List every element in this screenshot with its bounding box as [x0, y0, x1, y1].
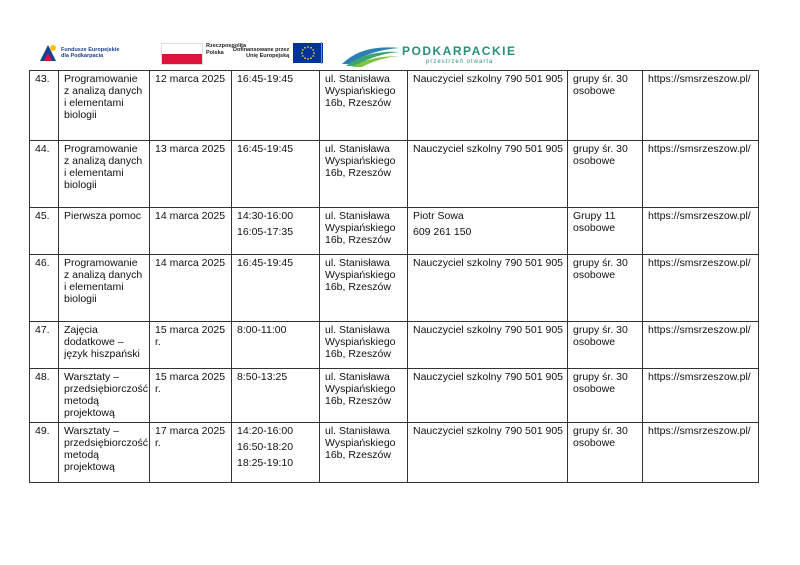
time-cell — [232, 71, 320, 141]
group-size-cell: grupy śr. 30 osobowe — [568, 71, 643, 141]
table-row — [30, 141, 759, 208]
fundusze-europejskie-icon — [38, 43, 58, 63]
course-title-cell: Warsztaty – przedsiębiorczość metodą projektową — [59, 423, 150, 483]
time-slot: 8:00-11:00 — [237, 324, 287, 336]
podkarpackie-wave-icon — [340, 40, 402, 68]
group-size-cell: grupy śr. 30 osobowe — [568, 141, 643, 208]
time-cell — [232, 322, 320, 369]
time-slot: 14:30-16:00 — [237, 210, 294, 222]
course-title-cell: Programowanie z analizą danych i elementami biologii — [59, 71, 150, 141]
table-row — [30, 71, 759, 141]
time-slot: 16:50-18:20 — [237, 441, 294, 453]
time-cell — [232, 141, 320, 208]
time-slot: 16:05-17:35 — [237, 226, 294, 238]
date-cell: 17 marca 2025 r. — [150, 423, 232, 483]
contact-line: Nauczyciel szkolny 790 501 905 — [413, 425, 564, 437]
eu-flag-icon — [293, 43, 323, 63]
contact-line: Piotr Sowa — [413, 210, 464, 222]
contact-line: Nauczyciel szkolny 790 501 905 — [413, 73, 564, 85]
contact-cell — [408, 71, 568, 141]
time-slot: 16:45-19:45 — [237, 257, 294, 269]
polish-flag-icon — [161, 43, 203, 65]
contact-line: Nauczyciel szkolny 790 501 905 — [413, 143, 564, 155]
contact-line: Nauczyciel szkolny 790 501 905 — [413, 257, 564, 269]
address-cell: ul. Stanisława Wyspiańskiego 16b, Rzeszów — [320, 423, 408, 483]
fe-line-1: Fundusze Europejskie — [61, 47, 120, 53]
table-row — [30, 369, 759, 423]
contact-line: Nauczyciel szkolny 790 501 905 — [413, 371, 564, 383]
group-size-cell: grupy śr. 30 osobowe — [568, 369, 643, 423]
address-cell: ul. Stanisława Wyspiańskiego 16b, Rzeszów — [320, 208, 408, 255]
group-size-cell: grupy śr. 30 osobowe — [568, 423, 643, 483]
contact-cell — [408, 423, 568, 483]
logo-divider — [321, 42, 322, 64]
time-slot: 18:25-19:10 — [237, 457, 294, 469]
time-cell — [232, 369, 320, 423]
website-cell: https://smsrzeszow.pl/ — [643, 208, 759, 255]
row-number-cell: 46. — [30, 255, 59, 322]
time-cell — [232, 423, 320, 483]
website-cell: https://smsrzeszow.pl/ — [643, 423, 759, 483]
podkarpackie-logo — [340, 40, 517, 68]
date-cell: 14 marca 2025 — [150, 208, 232, 255]
time-slot: 8:50-13:25 — [237, 371, 288, 383]
schedule-table — [29, 70, 759, 483]
address-cell: ul. Stanisława Wyspiańskiego 16b, Rzeszów — [320, 71, 408, 141]
date-cell: 15 marca 2025 r. — [150, 322, 232, 369]
logo-bar — [0, 0, 800, 72]
website-cell: https://smsrzeszow.pl/ — [643, 369, 759, 423]
row-number-cell: 43. — [30, 71, 59, 141]
contact-cell — [408, 208, 568, 255]
table-row — [30, 208, 759, 255]
date-cell: 13 marca 2025 — [150, 141, 232, 208]
eu-line-2: Unię Europejską — [246, 53, 290, 59]
table-row — [30, 423, 759, 483]
address-cell: ul. Stanisława Wyspiańskiego 16b, Rzeszów — [320, 141, 408, 208]
date-cell: 15 marca 2025 r. — [150, 369, 232, 423]
course-title-cell: Zajęcia dodatkowe – język hiszpański — [59, 322, 150, 369]
contact-line: 609 261 150 — [413, 226, 472, 238]
website-cell: https://smsrzeszow.pl/ — [643, 71, 759, 141]
contact-cell — [408, 369, 568, 423]
course-title-cell: Warsztaty – przedsiębiorczość metodą projektową — [59, 369, 150, 423]
date-cell: 14 marca 2025 — [150, 255, 232, 322]
table-row — [30, 322, 759, 369]
row-number-cell: 49. — [30, 423, 59, 483]
time-slot: 14:20-16:00 — [237, 425, 294, 437]
group-size-cell: grupy śr. 30 osobowe — [568, 322, 643, 369]
contact-cell — [408, 141, 568, 208]
rp-line-1: Rzeczpospolita — [206, 43, 247, 49]
contact-cell — [408, 255, 568, 322]
date-cell: 12 marca 2025 — [150, 71, 232, 141]
row-number-cell: 47. — [30, 322, 59, 369]
row-number-cell: 48. — [30, 369, 59, 423]
website-cell: https://smsrzeszow.pl/ — [643, 255, 759, 322]
address-cell: ul. Stanisława Wyspiańskiego 16b, Rzeszów — [320, 369, 408, 423]
time-cell — [232, 208, 320, 255]
fe-line-2: dla Podkarpacia — [61, 53, 104, 59]
table-row — [30, 255, 759, 322]
course-title-cell: Programowanie z analizą danych i elementami biologii — [59, 255, 150, 322]
region-name: PODKARPACKIE — [402, 44, 517, 58]
eu-line-1: Dofinansowane przez — [233, 46, 290, 53]
course-title-cell: Programowanie z analizą danych i elementami biologii — [59, 141, 150, 208]
address-cell: ul. Stanisława Wyspiańskiego 16b, Rzeszów — [320, 322, 408, 369]
contact-cell — [408, 322, 568, 369]
row-number-cell: 44. — [30, 141, 59, 208]
row-number-cell: 45. — [30, 208, 59, 255]
address-cell: ul. Stanisława Wyspiańskiego 16b, Rzeszów — [320, 255, 408, 322]
website-cell: https://smsrzeszow.pl/ — [643, 141, 759, 208]
rp-line-2: Polska — [206, 49, 224, 56]
group-size-cell: Grupy 11 osobowe — [568, 208, 643, 255]
time-slot: 16:45-19:45 — [237, 73, 294, 85]
contact-line: Nauczyciel szkolny 790 501 905 — [413, 324, 564, 336]
time-cell — [232, 255, 320, 322]
group-size-cell: grupy śr. 30 osobowe — [568, 255, 643, 322]
fundusze-europejskie-logo — [38, 43, 119, 63]
time-slot: 16:45-19:45 — [237, 143, 294, 155]
website-cell: https://smsrzeszow.pl/ — [643, 322, 759, 369]
region-tagline: przestrzeń otwarta — [426, 59, 494, 65]
eu-cofinancing-logo — [233, 43, 323, 63]
course-title-cell: Pierwsza pomoc — [59, 208, 150, 255]
